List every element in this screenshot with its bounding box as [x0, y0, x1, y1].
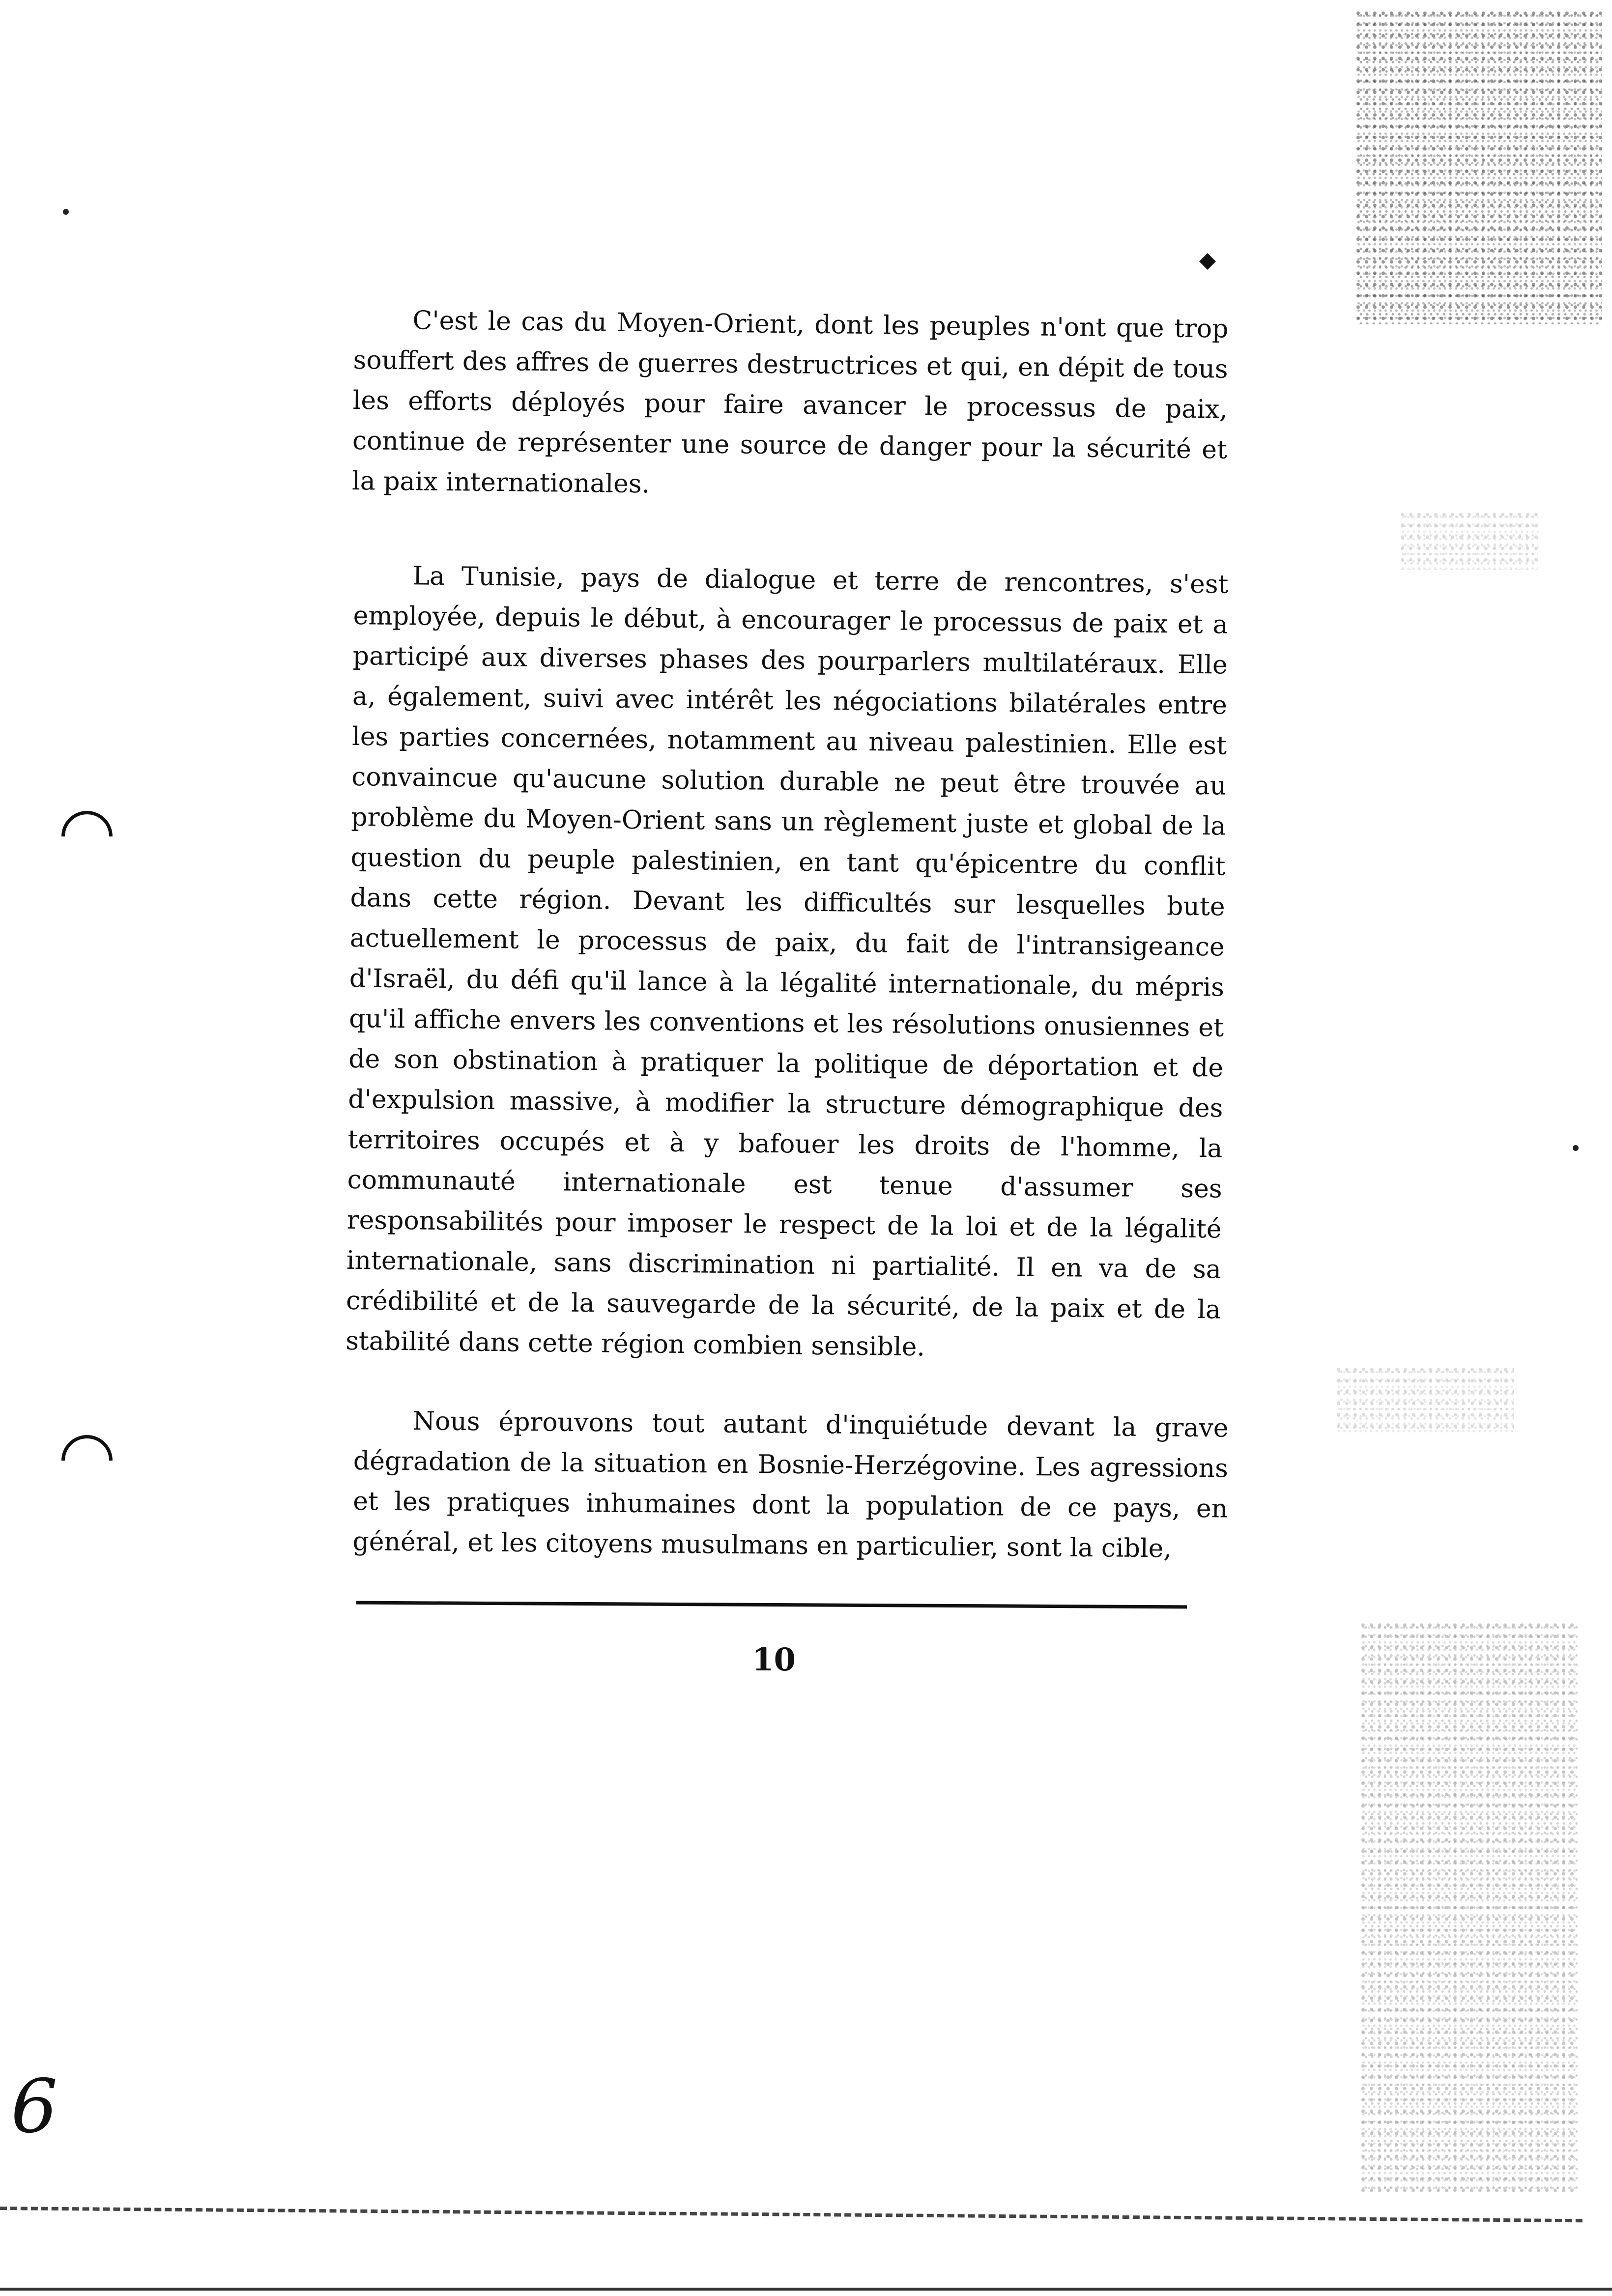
perforation-line	[0, 2207, 1583, 2222]
speck-mark	[63, 209, 69, 215]
paragraph-middle-east: C'est le cas du Moyen-Orient, dont les peuples n'ont que trop souffert des affres de guerres destructrices et qui, en dépit de tous les efforts déployés pour faire avancer le processus de paix, continue de représenter une source de danger pour la sécurité et la paix internationales.	[351, 306, 1229, 499]
footer-rule	[356, 1601, 1187, 1609]
paragraph-bosnia: Nous éprouvons tout autant d'inquiétude devant la grave dégradation de la situation en Bosnie-Herzégovine. Les agressions et les pratiques inhumaines dont la population de ce pays, en général, et les citoyens musulmans en particulier, sont la cible,	[352, 1406, 1229, 1564]
scan-noise-top-right	[1356, 10, 1602, 324]
paragraph-tunisia: La Tunisie, pays de dialogue et terre de rencontres, s'est employée, depuis le début, à encourager le processus de paix et a participé aux diverses phases des pourparlers multilatéraux. Elle a, également, suivi avec intérêt les négociations bilatérales entre les parties concernées, notamment au niveau palestinien. Elle est convaincue qu'aucune solution durable ne peut être trouvée au problème du Moyen-Orient sans un règlement juste et global de la question du peuple palestinien, en tant qu'épicentre du conflit dans cette région. Devant les difficultés sur lesquelles bute actuellement le processus de paix, du fait de l'intransigeance d'Israël, du défi qu'il lance à la légalité internationale, du mépris qu'il affiche envers les conventions et les résolutions onusiennes et de son obstination à pratiquer la politique de déportation et de d'expulsion massive, à modifier la structure démographique des territoires occupés et à y bafouer les droits de l'homme, la communauté internationale est tenue d'assumer ses responsabilités pour imposer le respect de la loi et de la légalité internationale, sans discrimination ni partialité. Il en va de sa crédibilité et de la sauvegarde de la sécurité, de la paix et de la stabilité dans cette région combien sensible.	[345, 561, 1229, 1362]
punch-hole-mark	[51, 800, 123, 872]
scan-noise-lower-right	[1337, 1366, 1514, 1435]
handwritten-number: 6	[11, 2064, 58, 2150]
page-number: 10	[752, 1641, 796, 1678]
speck-mark	[1573, 1145, 1579, 1151]
scan-noise-middle-right	[1401, 511, 1538, 570]
punch-hole-mark	[51, 1424, 123, 1496]
scan-noise-bottom-right	[1361, 1622, 1578, 2192]
diamond-mark	[1199, 253, 1216, 270]
bottom-edge-line	[0, 2288, 1612, 2291]
